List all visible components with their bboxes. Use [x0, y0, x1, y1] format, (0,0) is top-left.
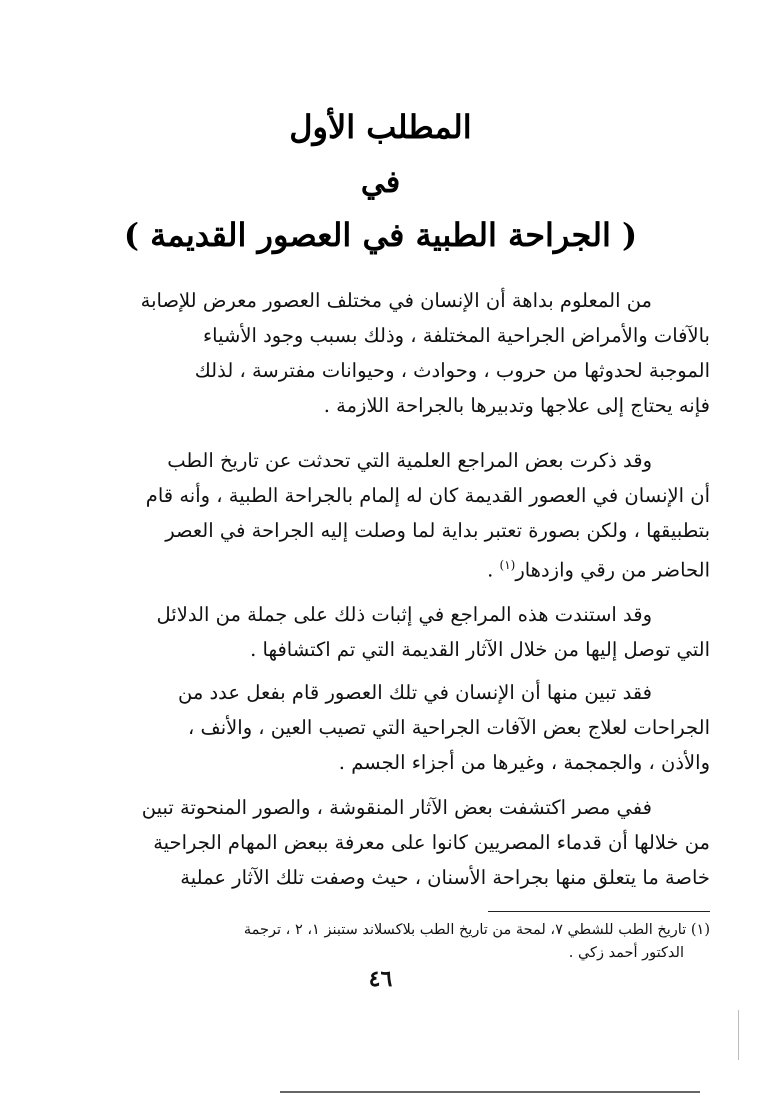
footnote-separator: [488, 911, 710, 912]
text-line: أن الإنسان في العصور القديمة كان له إلمام بالجراحة الطبية ، وأنه قام: [145, 484, 710, 507]
text-fragment: الحاضر من رقي وازدهار: [515, 558, 710, 582]
text-fragment: .: [487, 558, 500, 582]
footnote-reference: (١): [499, 558, 516, 572]
section-title: المطلب الأول: [289, 108, 472, 146]
text-line: الموجبة لحدوثها من حروب ، وحوادث ، وحيوانات مفترسة ، لذلك: [194, 359, 710, 382]
paragraph-1: [100, 283, 710, 423]
text-line-with-footnote-ref: [100, 548, 710, 588]
text-line: التي توصل إليها من خلال الآثار القديمة التي تم اكتشافها .: [250, 638, 710, 661]
text-line: بالآفات والأمراض الجراحية المختلفة ، وذلك بسبب وجود الأشياء: [203, 324, 710, 347]
section-title-connector: في: [360, 165, 401, 200]
text-line: من خلالها أن قدماء المصريين كانوا على معرفة ببعض المهام الجراحية: [153, 831, 710, 854]
text-line: فقد تبين منها أن الإنسان في تلك العصور قام بفعل عدد من: [178, 681, 652, 704]
section-subtitle: ( الجراحة الطبية في العصور القديمة ): [123, 216, 638, 254]
paragraph-4: [100, 675, 710, 780]
text-line: وقد ذكرت بعض المراجع العلمية التي تحدثت عن تاريخ الطب: [167, 449, 652, 472]
text-line: الجراحات لعلاج بعض الآفات الجراحية التي تصيب العين ، والأنف ،: [188, 716, 710, 739]
page-edge-mark: [738, 1010, 739, 1060]
text-line: من المعلوم بداهة أن الإنسان في مختلف العصور معرض للإصابة: [140, 289, 652, 312]
text-line: وقد استندت هذه المراجع في إثبات ذلك على جملة من الدلائل: [156, 603, 652, 626]
footnote-line: (١) تاريخ الطب للشطي ٧، لمحة من تاريخ الطب بلاكسلاند ستبنز ١، ٢ ، ترجمة: [243, 922, 710, 938]
text-line: والأذن ، والجمجمة ، وغيرها من أجزاء الجسم .: [338, 751, 710, 774]
footnote: [100, 919, 710, 965]
text-line: ففي مصر اكتشفت بعض الآثار المنقوشة ، والصور المنحوتة تبين: [141, 796, 652, 819]
text-line: خاصة ما يتعلق منها بجراحة الأسنان ، حيث وصفت تلك الآثار عملية: [180, 866, 710, 889]
page-number: ٤٦: [368, 966, 393, 992]
text-line: فإنه يحتاج إلى علاجها وتدبيرها بالجراحة اللازمة .: [323, 394, 710, 417]
text-line: بتطبيقها ، ولكن بصورة تعتبر بداية لما وصلت إليه الجراحة في العصر: [165, 519, 710, 542]
paragraph-2: [100, 443, 710, 588]
footnote-line: الدكتور أحمد زكي .: [568, 945, 684, 961]
paragraph-5: [100, 790, 710, 895]
paragraph-3: [100, 597, 710, 667]
page-edge-mark: [280, 1091, 700, 1093]
